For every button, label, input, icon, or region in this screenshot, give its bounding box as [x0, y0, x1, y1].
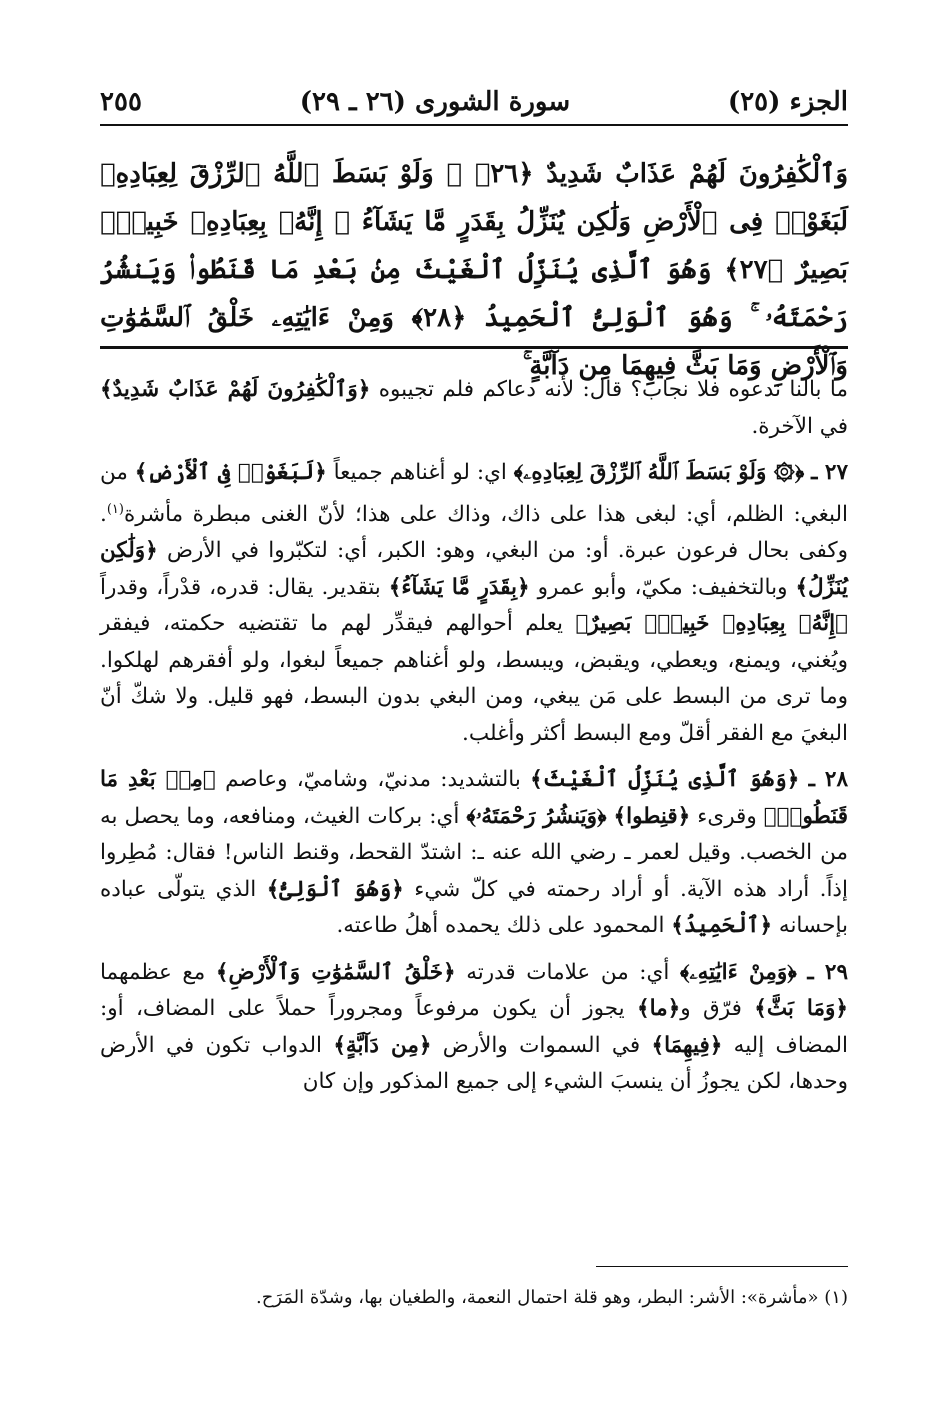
- commentary-verse-29: [100, 955, 848, 1101]
- commentary-block: [100, 372, 848, 1111]
- quran-quote: ﴿وَمِنْ ءَايَٰتِهِۦ﴾: [679, 959, 797, 985]
- quran-quote: ﴿وَهُوَ ٱلْوَلِىُّ﴾: [266, 876, 404, 902]
- quran-quote: ﴿بِقَدَرٍ مَّا يَشَآءُ﴾: [388, 574, 530, 600]
- verse-number: ٢٩ ـ: [807, 959, 849, 985]
- footnote-text: «مأشرة»: الأشر: البطر، وهو قلة احتمال النعمة، والطغيان بها، وشدّة المَرَح.: [256, 1287, 819, 1308]
- commentary-text: ما بالنا ندعوه فلا نجاب؟ قال: لأنه دعاكم فلم تجيبوه: [378, 377, 849, 402]
- commentary-text: الدواب تكون في الأرض وحدها، لكن يجوزُ أن ينسبَ الشيء إلى جميع المذكور وإن كان: [100, 1032, 848, 1095]
- quran-quote: ﴿وَيَنشُرُ رَحْمَتَهُۥ﴾: [466, 803, 607, 829]
- quran-quote: ﴿قنِطوا﴾: [613, 803, 691, 829]
- verse-number: ٢٧ ـ: [811, 460, 848, 485]
- quran-separator-rule: [100, 346, 848, 349]
- quran-quote: ﴿وَٱلْكَٰفِرُونَ لَهُمْ عَذَابٌ شَدِيدٌ﴾: [100, 377, 371, 402]
- part-number: الجزء (٢٥): [727, 87, 848, 117]
- commentary-text: مع عظمهما: [100, 959, 206, 985]
- quran-quote: ﴿۞ وَلَوْ بَسَطَ ٱللَّهُ ٱلرِّزْقَ لِعِبَادِهِۦ﴾: [513, 460, 805, 485]
- quran-text-block: [100, 150, 848, 390]
- footnote-rule: [596, 1266, 848, 1267]
- commentary-text: فرّق و: [680, 996, 742, 1022]
- quran-quote: ﴿خَلْقُ ٱلسَّمَٰوَٰتِ وَٱلْأَرْضِ﴾: [215, 959, 456, 985]
- commentary-text: وقرىء: [697, 803, 757, 829]
- footnote-reference[interactable]: (١): [106, 501, 124, 517]
- verse-number: ٢٨ ـ: [808, 767, 848, 793]
- commentary-text: يعلم أحوالهم فيقدِّر لهم ما تقتضيه حكمته، فيفقر ويُغني، ويمنع، ويعطي، ويقبض، ويبسط، ولو أغناهم جميعاً لبغوا، ولو أفقرهم لهلكوا. وما ترى من البسط على مَن يبغي، ومن البغي بدون البسط، فهو قليل. ولا شكّ أنّ البغيَ مع الفقر أقلّ ومع البسط أكثر وأغلب.: [100, 611, 848, 746]
- commentary-text: . وكفى بحال فرعون عبرة. أو: من البغي، وهو: الكبر، أي: لتكبّروا في الأرض: [100, 501, 849, 564]
- quran-quote: ﴿وَهُوَ ٱلَّذِى يُنَزِّلُ ٱلْغَيْثَ﴾: [530, 767, 800, 793]
- commentary-text: في السموات والأرض: [442, 1032, 641, 1058]
- commentary-text: يجوز أن يكون مرفوعاً ومجروراً حملاً على المضاف، أو: المضاف إليه: [100, 996, 848, 1058]
- quran-quote: ﴿وَمَا بَثَّ﴾: [754, 996, 848, 1022]
- page-header: [100, 80, 848, 124]
- commentary-text: بالتشديد: مدنيّ، وشاميّ، وعاصم: [225, 767, 521, 793]
- quran-quote: ﴿لَبَغَوْا۟ فِى ٱلْأَرْضِ﴾: [134, 460, 327, 485]
- commentary-text: المحمود على ذلك يحمده أهلُ طاعته.: [336, 913, 665, 939]
- verse-26-end: وَٱلْكَٰفِرُونَ لَهُمْ عَذَابٌ شَدِيدٌ ﴿٢٦﴾: [474, 159, 848, 189]
- surah-title: سورة الشورى (٢٦ ـ ٢٩): [299, 87, 571, 117]
- commentary-text: أي: من علامات قدرته: [466, 959, 670, 985]
- commentary-verse-28: [100, 762, 848, 945]
- quran-quote: ﴿ما﴾: [637, 996, 681, 1022]
- commentary-verse-27: [100, 455, 848, 752]
- commentary-text: اي: لو أغناهم جميعاً: [333, 460, 507, 485]
- quran-quote: ﴿مِن دَآبَّةٍ﴾: [333, 1032, 432, 1058]
- verse-29: وَمِنْ ءَايَٰتِهِۦ خَلْقُ ٱلسَّمَٰوَٰتِ وَٱلْأَرْضِ وَمَا بَثَّ فِيهِمَا مِن دَآبَّةٍ ۚ: [100, 303, 848, 381]
- header-rule: [100, 124, 848, 126]
- commentary-text: الذي يتولّى عباده بإحسانه: [100, 876, 848, 939]
- footnote-marker: (١): [824, 1287, 848, 1308]
- commentary-paragraph-continued: [100, 372, 848, 445]
- quran-quote: ﴿وَلَٰكِن يُنَزِّلُ﴾: [100, 538, 849, 600]
- commentary-text: من البغي: الظلم، أي: لبغى هذا على ذاك، وذاك على هذا؛ لأنّ الغنى مبطرة مأشرة: [100, 460, 848, 527]
- verse-27: ۞ وَلَوْ بَسَطَ ٱللَّهُ ٱلرِّزْقَ لِعِبَادِهِۦ لَبَغَوْا۟ فِى ٱلْأَرْضِ وَلَٰكِن يُنَزِّلُ بِقَدَرٍ مَّا يَشَآءُ ۚ إِنَّهُۥ بِعِبَادِهِۦ خَبِيرٌۢ بَصِيرٌ ﴿٢٧﴾: [100, 159, 848, 285]
- verse-28: وَهُوَ ٱلَّذِى يُنَزِّلُ ٱلْغَيْثَ مِنۢ بَعْدِ مَا قَنَطُوا۟ وَيَنشُرُ رَحْمَتَهُۥ ۚ وَهُوَ ٱلْوَلِىُّ ٱلْحَمِيدُ ﴿٢٨﴾: [100, 255, 848, 333]
- commentary-text: في الآخرة.: [751, 413, 848, 439]
- commentary-text: وبالتخفيف: مكيّ، وأبو عمرو: [537, 574, 788, 600]
- page-number: ٢٥٥: [100, 87, 142, 117]
- quran-quote: ﴿مِنۢ بَعْدِ مَا قَنَطُوا۟﴾: [100, 767, 848, 829]
- quran-quote: ﴿إِنَّهُۥ بِعِبَادِهِۦ خَبِيرٌۢ بَصِيرٌ﴾: [575, 611, 848, 637]
- footnote: [100, 1284, 848, 1312]
- quran-quote: ﴿فِيهِمَا﴾: [651, 1032, 723, 1058]
- commentary-text: أي: بركات الغيث، ومنافعه، وما يحصل به من الخصب. وقيل لعمر ـ رضي الله عنه ـ: اشتدّ القحط، وقنط الناس! فقال: مُطِروا إذاً. أراد هذه الآية. أو أراد رحمته في كلّ شيء: [100, 803, 848, 902]
- commentary-text: بتقدير. يقال: قدره، قدْراً، وقدراً: [100, 574, 381, 600]
- quran-quote: ﴿ٱلْحَمِيدُ﴾: [671, 913, 773, 939]
